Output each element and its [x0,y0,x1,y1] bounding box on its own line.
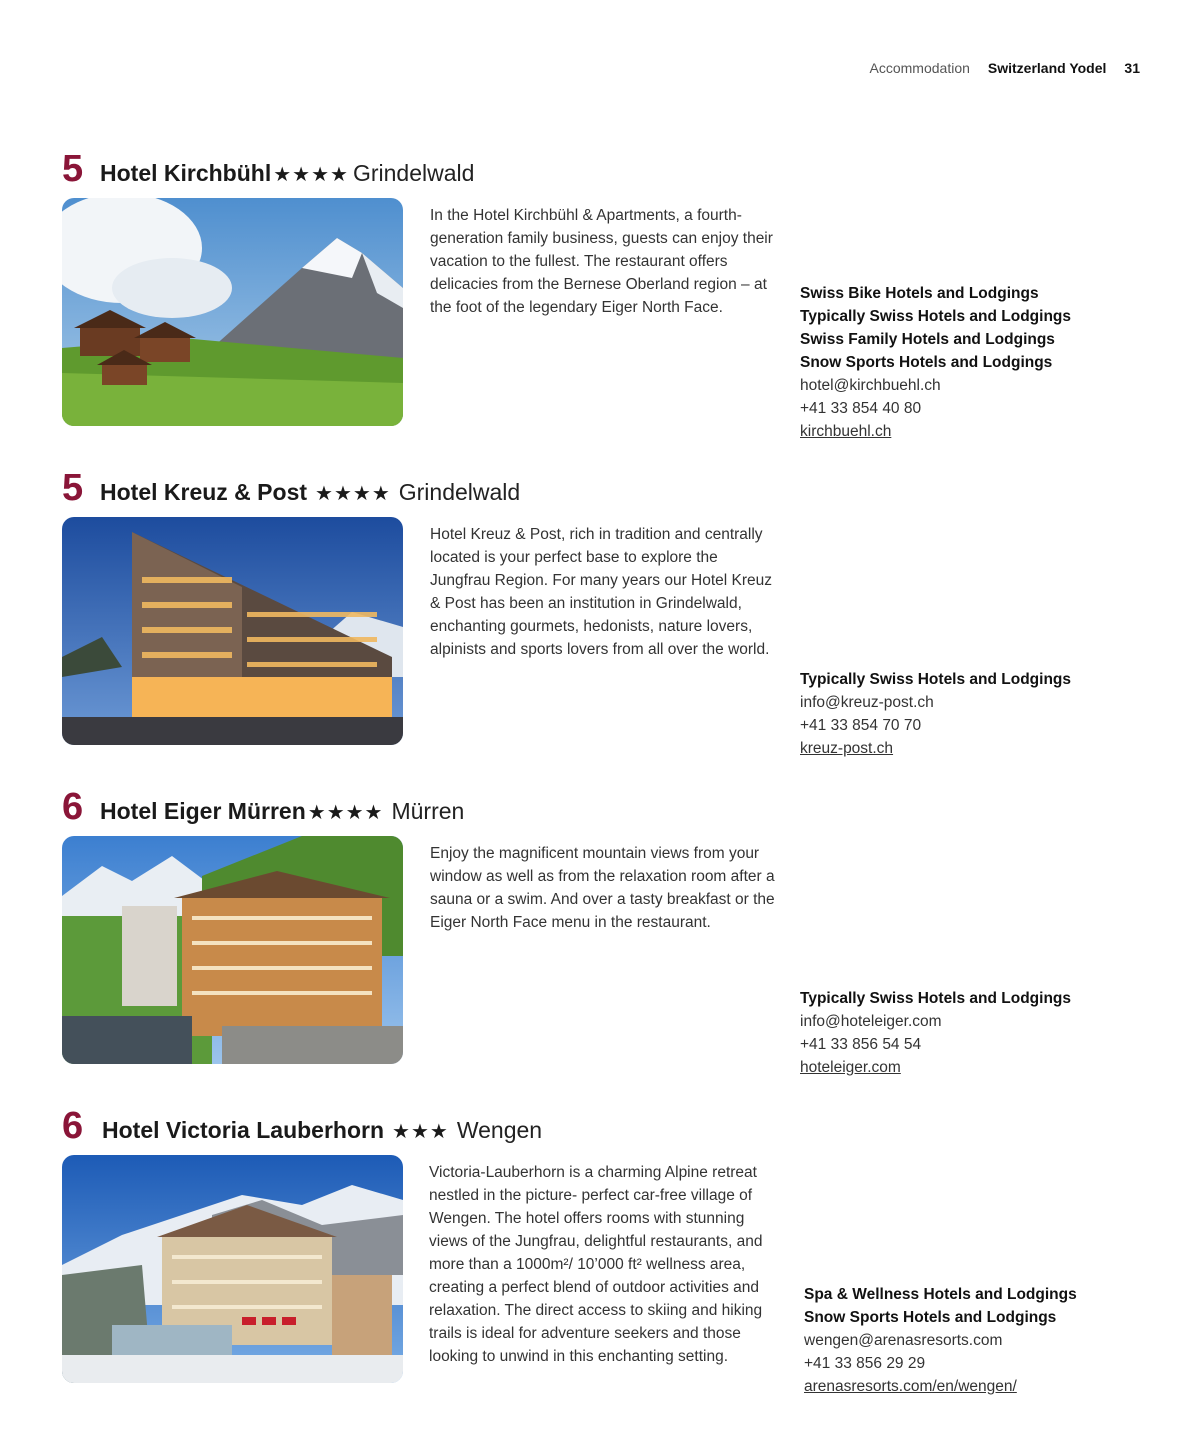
star-rating: ★★★★ [315,483,391,505]
category-label: Snow Sports Hotels and Lodgings [800,354,1053,371]
publication-title: Switzerland Yodel [987,60,1107,76]
hotel-description: Victoria-Lauberhorn is a charming Alpine retreat nestled in the picture- perfect car-free village of Wengen. The hotel offers rooms with stunning views of the Jungfrau, delightful restaurants, and more than a 1000m²/ 10’000 ft² wellness area, creating a perfect blend of outdoor activities and relaxation. The direct access to skiing and hiking trails is ideal for adventure seekers and those looking to unwind in this enchanting setting. [429,1164,763,1365]
star-rating: ★★★★ [307,802,384,824]
category-label: Typically Swiss Hotels and Lodgings [800,990,1072,1007]
hotel-town: Wengen [456,1117,543,1143]
phone-number: +41 33 856 29 29 [804,1355,926,1372]
hotel-contact [800,282,1071,443]
hotel-description: Enjoy the magnificent mountain views from your window as well as from the relaxation room after a sauna or a swim. And over a tasty breakfast or the Eiger North Face menu in the restaurant. [430,845,775,931]
category-label: Typically Swiss Hotels and Lodgings [800,671,1072,688]
hotel-entry [62,467,1142,757]
hotel-name: Hotel Kirchbühl [100,160,272,186]
star-rating: ★★★ [392,1121,449,1143]
hotel-name: Hotel Eiger Mürren [100,798,306,824]
website-link[interactable]: kreuz-post.ch [800,740,894,757]
hotel-entry [62,148,1142,440]
category-label: Snow Sports Hotels and Lodgings [804,1309,1057,1326]
hotel-name: Hotel Victoria Lauberhorn [102,1117,385,1143]
hotel-photo [62,198,403,426]
hotel-title [62,469,1142,509]
hotel-town: Grindelwald [352,160,475,186]
map-number: 5 [62,467,84,509]
hotel-contact [800,668,1071,760]
hotel-photo [62,1155,403,1383]
phone-number: +41 33 854 40 80 [800,400,922,417]
category-label: Swiss Family Hotels and Lodgings [800,331,1055,348]
email-address: wengen@arenasresorts.com [804,1332,1003,1349]
hotel-town: Mürren [391,798,465,824]
email-address: info@kreuz-post.ch [800,694,934,711]
hotel-photo [62,836,403,1064]
phone-number: +41 33 856 54 54 [800,1036,922,1053]
hotel-contact [804,1283,1077,1398]
hotel-title [62,1107,1142,1147]
category-label: Typically Swiss Hotels and Lodgings [800,308,1072,325]
hotel-title [62,788,1142,828]
category-label: Swiss Bike Hotels and Lodgings [800,285,1039,302]
page-number: 31 [1124,60,1140,76]
website-link[interactable]: arenasresorts.com/en/wengen/ [804,1378,1017,1395]
hotel-contact [800,987,1071,1079]
email-address: info@hoteleiger.com [800,1013,942,1030]
map-number: 6 [62,1105,84,1147]
phone-number: +41 33 854 70 70 [800,717,922,734]
hotel-name: Hotel Kreuz & Post [100,479,308,505]
website-link[interactable]: hoteleiger.com [800,1059,901,1076]
website-link[interactable]: kirchbuehl.ch [800,423,892,440]
category-label: Spa & Wellness Hotels and Lodgings [804,1286,1077,1303]
hotel-town: Grindelwald [398,479,521,505]
hotel-entry [62,1105,1142,1395]
hotel-description: Hotel Kreuz & Post, rich in tradition and centrally located is your perfect base to explore the Jungfrau Region. For many years our Hotel Kreuz & Post has been an institution in Grindelwald, enchanting gourmets, hedonists, nature lovers, alpinists and sports lovers from all over the world. [430,526,773,658]
section-label: Accommodation [869,60,970,76]
page-header [870,60,1140,76]
hotel-description: In the Hotel Kirchbühl & Apartments, a fourth-generation family business, guests can enjoy their vacation to the fullest. The restaurant offers delicacies from the Bernese Oberland region – at the foot of the legendary Eiger North Face. [430,207,773,316]
star-rating: ★★★★ [273,164,349,186]
hotel-title [62,150,1142,190]
email-address: hotel@kirchbuehl.ch [800,377,941,394]
hotel-entry [62,786,1142,1076]
map-number: 5 [62,148,84,190]
map-number: 6 [62,786,84,828]
hotel-photo [62,517,403,745]
